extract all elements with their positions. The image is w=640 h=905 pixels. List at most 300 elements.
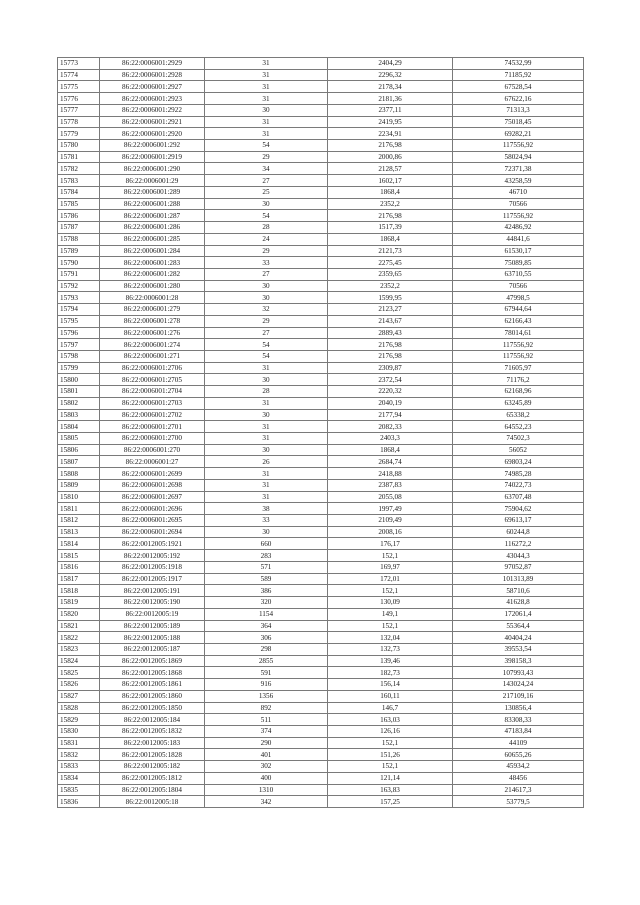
table-row (58, 526, 584, 538)
row-number-cell: 15794 (58, 304, 100, 316)
table-row (58, 104, 584, 116)
price-cell: 2123,27 (328, 304, 453, 316)
count-cell: 28 (205, 386, 328, 398)
count-cell: 54 (205, 339, 328, 351)
total-value-cell: 47183,84 (453, 725, 584, 737)
row-number-cell: 15823 (58, 643, 100, 655)
price-cell: 2684,74 (328, 456, 453, 468)
count-cell: 31 (205, 58, 328, 70)
price-cell: 132,73 (328, 643, 453, 655)
total-value-cell: 71176,2 (453, 374, 584, 386)
cadastral-number-cell: 86:22:0006001:2927 (100, 81, 205, 93)
total-value-cell: 74985,28 (453, 468, 584, 480)
table-row (58, 655, 584, 667)
count-cell: 38 (205, 503, 328, 515)
row-number-cell: 15817 (58, 573, 100, 585)
count-cell: 29 (205, 315, 328, 327)
table-row (58, 222, 584, 234)
total-value-cell: 60655,26 (453, 749, 584, 761)
cadastral-number-cell: 86:22:0006001:2697 (100, 491, 205, 503)
row-number-cell: 15831 (58, 737, 100, 749)
count-cell: 27 (205, 268, 328, 280)
row-number-cell: 15800 (58, 374, 100, 386)
cadastral-number-cell: 86:22:0012005:189 (100, 620, 205, 632)
row-number-cell: 15835 (58, 784, 100, 796)
cadastral-number-cell: 86:22:0006001:278 (100, 315, 205, 327)
count-cell: 511 (205, 714, 328, 726)
price-cell: 121,14 (328, 772, 453, 784)
count-cell: 31 (205, 69, 328, 81)
table-row (58, 737, 584, 749)
count-cell: 31 (205, 421, 328, 433)
count-cell: 31 (205, 433, 328, 445)
cadastral-number-cell: 86:22:0006001:27 (100, 456, 205, 468)
total-value-cell: 74022,73 (453, 479, 584, 491)
count-cell: 30 (205, 409, 328, 421)
price-cell: 2889,43 (328, 327, 453, 339)
count-cell: 342 (205, 796, 328, 808)
row-number-cell: 15830 (58, 725, 100, 737)
row-number-cell: 15792 (58, 280, 100, 292)
row-number-cell: 15779 (58, 128, 100, 140)
total-value-cell: 83308,33 (453, 714, 584, 726)
count-cell: 591 (205, 667, 328, 679)
cadastral-number-cell: 86:22:0006001:28 (100, 292, 205, 304)
row-number-cell: 15802 (58, 397, 100, 409)
total-value-cell: 48456 (453, 772, 584, 784)
table-row (58, 702, 584, 714)
table-row (58, 186, 584, 198)
cadastral-number-cell: 86:22:0006001:283 (100, 257, 205, 269)
cadastral-number-cell: 86:22:0006001:2700 (100, 433, 205, 445)
cadastral-number-cell: 86:22:0006001:2705 (100, 374, 205, 386)
price-cell: 146,7 (328, 702, 453, 714)
row-number-cell: 15804 (58, 421, 100, 433)
count-cell: 374 (205, 725, 328, 737)
count-cell: 54 (205, 140, 328, 152)
table-row (58, 163, 584, 175)
price-cell: 152,1 (328, 550, 453, 562)
table-row (58, 386, 584, 398)
count-cell: 892 (205, 702, 328, 714)
cadastral-number-cell: 86:22:0012005:192 (100, 550, 205, 562)
row-number-cell: 15818 (58, 585, 100, 597)
table-row (58, 772, 584, 784)
count-cell: 30 (205, 292, 328, 304)
table-row (58, 468, 584, 480)
count-cell: 30 (205, 444, 328, 456)
table-row (58, 679, 584, 691)
price-cell: 2121,73 (328, 245, 453, 257)
cadastral-number-cell: 86:22:0012005:183 (100, 737, 205, 749)
row-number-cell: 15785 (58, 198, 100, 210)
cadastral-number-cell: 86:22:0006001:270 (100, 444, 205, 456)
cadastral-number-cell: 86:22:0006001:280 (100, 280, 205, 292)
row-number-cell: 15834 (58, 772, 100, 784)
row-number-cell: 15819 (58, 597, 100, 609)
total-value-cell: 53779,5 (453, 796, 584, 808)
price-cell: 2176,98 (328, 140, 453, 152)
table-row (58, 796, 584, 808)
row-number-cell: 15780 (58, 140, 100, 152)
table-row (58, 245, 584, 257)
row-number-cell: 15836 (58, 796, 100, 808)
total-value-cell: 117556,92 (453, 350, 584, 362)
total-value-cell: 117556,92 (453, 210, 584, 222)
table-row (58, 58, 584, 70)
count-cell: 25 (205, 186, 328, 198)
row-number-cell: 15822 (58, 632, 100, 644)
total-value-cell: 71605,97 (453, 362, 584, 374)
cadastral-number-cell: 86:22:0012005:1828 (100, 749, 205, 761)
count-cell: 31 (205, 397, 328, 409)
cadastral-value-table (57, 57, 584, 808)
price-cell: 1997,49 (328, 503, 453, 515)
total-value-cell: 55364,4 (453, 620, 584, 632)
total-value-cell: 71185,92 (453, 69, 584, 81)
count-cell: 33 (205, 515, 328, 527)
total-value-cell: 75018,45 (453, 116, 584, 128)
total-value-cell: 41628,8 (453, 597, 584, 609)
count-cell: 31 (205, 468, 328, 480)
row-number-cell: 15820 (58, 608, 100, 620)
cadastral-number-cell: 86:22:0006001:287 (100, 210, 205, 222)
row-number-cell: 15803 (58, 409, 100, 421)
count-cell: 302 (205, 761, 328, 773)
cadastral-number-cell: 86:22:0012005:1921 (100, 538, 205, 550)
price-cell: 152,1 (328, 620, 453, 632)
count-cell: 30 (205, 198, 328, 210)
table-row (58, 749, 584, 761)
price-cell: 2372,54 (328, 374, 453, 386)
row-number-cell: 15827 (58, 690, 100, 702)
price-cell: 2082,33 (328, 421, 453, 433)
total-value-cell: 65338,2 (453, 409, 584, 421)
count-cell: 32 (205, 304, 328, 316)
price-cell: 149,1 (328, 608, 453, 620)
row-number-cell: 15826 (58, 679, 100, 691)
table-row (58, 69, 584, 81)
price-cell: 156,14 (328, 679, 453, 691)
total-value-cell: 117556,92 (453, 140, 584, 152)
total-value-cell: 56052 (453, 444, 584, 456)
count-cell: 31 (205, 116, 328, 128)
total-value-cell: 58710,6 (453, 585, 584, 597)
count-cell: 386 (205, 585, 328, 597)
table-row (58, 198, 584, 210)
row-number-cell: 15815 (58, 550, 100, 562)
count-cell: 30 (205, 374, 328, 386)
price-cell: 1602,17 (328, 175, 453, 187)
price-cell: 2352,2 (328, 280, 453, 292)
cadastral-number-cell: 86:22:0006001:276 (100, 327, 205, 339)
row-number-cell: 15799 (58, 362, 100, 374)
price-cell: 2143,67 (328, 315, 453, 327)
price-cell: 1517,39 (328, 222, 453, 234)
price-cell: 2008,16 (328, 526, 453, 538)
price-cell: 151,26 (328, 749, 453, 761)
cadastral-number-cell: 86:22:0006001:2702 (100, 409, 205, 421)
table-row (58, 538, 584, 550)
total-value-cell: 62166,43 (453, 315, 584, 327)
count-cell: 290 (205, 737, 328, 749)
row-number-cell: 15806 (58, 444, 100, 456)
total-value-cell: 45934,2 (453, 761, 584, 773)
cadastral-number-cell: 86:22:0006001:271 (100, 350, 205, 362)
cadastral-number-cell: 86:22:0006001:2694 (100, 526, 205, 538)
row-number-cell: 15805 (58, 433, 100, 445)
price-cell: 2040,19 (328, 397, 453, 409)
price-cell: 2109,49 (328, 515, 453, 527)
cadastral-number-cell: 86:22:0006001:2704 (100, 386, 205, 398)
cadastral-number-cell: 86:22:0012005:18 (100, 796, 205, 808)
row-number-cell: 15781 (58, 151, 100, 163)
price-cell: 2177,94 (328, 409, 453, 421)
table-row (58, 714, 584, 726)
price-cell: 182,73 (328, 667, 453, 679)
count-cell: 54 (205, 350, 328, 362)
table-row (58, 81, 584, 93)
table-row (58, 550, 584, 562)
total-value-cell: 39553,54 (453, 643, 584, 655)
row-number-cell: 15810 (58, 491, 100, 503)
total-value-cell: 143024,24 (453, 679, 584, 691)
total-value-cell: 40404,24 (453, 632, 584, 644)
price-cell: 2275,45 (328, 257, 453, 269)
total-value-cell: 70566 (453, 198, 584, 210)
table-row (58, 93, 584, 105)
table-body (58, 58, 584, 808)
total-value-cell: 63707,48 (453, 491, 584, 503)
cadastral-number-cell: 86:22:0012005:1850 (100, 702, 205, 714)
count-cell: 33 (205, 257, 328, 269)
table-row (58, 175, 584, 187)
row-number-cell: 15782 (58, 163, 100, 175)
price-cell: 130,09 (328, 597, 453, 609)
table-row (58, 409, 584, 421)
total-value-cell: 172061,4 (453, 608, 584, 620)
table-row (58, 433, 584, 445)
count-cell: 31 (205, 93, 328, 105)
cadastral-number-cell: 86:22:0006001:290 (100, 163, 205, 175)
table-row (58, 339, 584, 351)
row-number-cell: 15811 (58, 503, 100, 515)
total-value-cell: 67528,54 (453, 81, 584, 93)
cadastral-number-cell: 86:22:0006001:2922 (100, 104, 205, 116)
cadastral-number-cell: 86:22:0006001:292 (100, 140, 205, 152)
count-cell: 30 (205, 104, 328, 116)
row-number-cell: 15773 (58, 58, 100, 70)
total-value-cell: 67622,16 (453, 93, 584, 105)
total-value-cell: 75904,62 (453, 503, 584, 515)
count-cell: 24 (205, 233, 328, 245)
table-row (58, 304, 584, 316)
row-number-cell: 15825 (58, 667, 100, 679)
cadastral-number-cell: 86:22:0012005:182 (100, 761, 205, 773)
cadastral-number-cell: 86:22:0012005:188 (100, 632, 205, 644)
total-value-cell: 101313,89 (453, 573, 584, 585)
cadastral-number-cell: 86:22:0006001:2929 (100, 58, 205, 70)
cadastral-number-cell: 86:22:0006001:2695 (100, 515, 205, 527)
price-cell: 2419,95 (328, 116, 453, 128)
count-cell: 1154 (205, 608, 328, 620)
count-cell: 28 (205, 222, 328, 234)
total-value-cell: 217109,16 (453, 690, 584, 702)
total-value-cell: 58024,94 (453, 151, 584, 163)
total-value-cell: 75089,85 (453, 257, 584, 269)
row-number-cell: 15796 (58, 327, 100, 339)
row-number-cell: 15801 (58, 386, 100, 398)
table-row (58, 597, 584, 609)
cadastral-number-cell: 86:22:0012005:191 (100, 585, 205, 597)
cadastral-number-cell: 86:22:0006001:2920 (100, 128, 205, 140)
count-cell: 29 (205, 245, 328, 257)
table-row (58, 374, 584, 386)
price-cell: 2178,34 (328, 81, 453, 93)
total-value-cell: 74532,99 (453, 58, 584, 70)
row-number-cell: 15821 (58, 620, 100, 632)
total-value-cell: 62168,96 (453, 386, 584, 398)
count-cell: 26 (205, 456, 328, 468)
cadastral-number-cell: 86:22:0012005:1804 (100, 784, 205, 796)
table-row (58, 784, 584, 796)
table-row (58, 503, 584, 515)
price-cell: 2176,98 (328, 339, 453, 351)
count-cell: 31 (205, 362, 328, 374)
row-number-cell: 15777 (58, 104, 100, 116)
row-number-cell: 15775 (58, 81, 100, 93)
count-cell: 916 (205, 679, 328, 691)
price-cell: 1868,4 (328, 444, 453, 456)
total-value-cell: 214617,3 (453, 784, 584, 796)
count-cell: 589 (205, 573, 328, 585)
cadastral-number-cell: 86:22:0012005:184 (100, 714, 205, 726)
table-row (58, 280, 584, 292)
row-number-cell: 15814 (58, 538, 100, 550)
price-cell: 169,97 (328, 561, 453, 573)
price-cell: 1868,4 (328, 233, 453, 245)
count-cell: 31 (205, 479, 328, 491)
row-number-cell: 15824 (58, 655, 100, 667)
total-value-cell: 61530,17 (453, 245, 584, 257)
price-cell: 176,17 (328, 538, 453, 550)
price-cell: 152,1 (328, 585, 453, 597)
count-cell: 31 (205, 81, 328, 93)
price-cell: 1599,95 (328, 292, 453, 304)
price-cell: 2176,98 (328, 210, 453, 222)
count-cell: 1356 (205, 690, 328, 702)
price-cell: 2359,65 (328, 268, 453, 280)
price-cell: 2377,11 (328, 104, 453, 116)
count-cell: 320 (205, 597, 328, 609)
table-row (58, 585, 584, 597)
table-row (58, 620, 584, 632)
cadastral-number-cell: 86:22:0012005:1869 (100, 655, 205, 667)
cadastral-number-cell: 86:22:0006001:274 (100, 339, 205, 351)
count-cell: 27 (205, 327, 328, 339)
table-row (58, 456, 584, 468)
total-value-cell: 60244,8 (453, 526, 584, 538)
price-cell: 163,03 (328, 714, 453, 726)
table-row (58, 151, 584, 163)
total-value-cell: 63245,89 (453, 397, 584, 409)
price-cell: 163,83 (328, 784, 453, 796)
row-number-cell: 15795 (58, 315, 100, 327)
row-number-cell: 15816 (58, 561, 100, 573)
count-cell: 401 (205, 749, 328, 761)
table-row (58, 233, 584, 245)
table-row (58, 327, 584, 339)
count-cell: 2855 (205, 655, 328, 667)
cadastral-number-cell: 86:22:0006001:285 (100, 233, 205, 245)
row-number-cell: 15793 (58, 292, 100, 304)
table-row (58, 667, 584, 679)
price-cell: 2176,98 (328, 350, 453, 362)
row-number-cell: 15788 (58, 233, 100, 245)
row-number-cell: 15832 (58, 749, 100, 761)
table-row (58, 561, 584, 573)
total-value-cell: 64552,23 (453, 421, 584, 433)
cadastral-number-cell: 86:22:0006001:2703 (100, 397, 205, 409)
table-row (58, 479, 584, 491)
total-value-cell: 107993,43 (453, 667, 584, 679)
row-number-cell: 15829 (58, 714, 100, 726)
row-number-cell: 15790 (58, 257, 100, 269)
table-row (58, 128, 584, 140)
count-cell: 306 (205, 632, 328, 644)
table-row (58, 444, 584, 456)
cadastral-number-cell: 86:22:0006001:279 (100, 304, 205, 316)
total-value-cell: 67944,64 (453, 304, 584, 316)
count-cell: 298 (205, 643, 328, 655)
cadastral-number-cell: 86:22:0006001:288 (100, 198, 205, 210)
table-row (58, 210, 584, 222)
table-row (58, 608, 584, 620)
price-cell: 1868,4 (328, 186, 453, 198)
count-cell: 54 (205, 210, 328, 222)
price-cell: 157,25 (328, 796, 453, 808)
table-row (58, 397, 584, 409)
count-cell: 29 (205, 151, 328, 163)
count-cell: 571 (205, 561, 328, 573)
table-row (58, 515, 584, 527)
total-value-cell: 78014,61 (453, 327, 584, 339)
count-cell: 31 (205, 491, 328, 503)
cadastral-number-cell: 86:22:0006001:2698 (100, 479, 205, 491)
table-row (58, 292, 584, 304)
cadastral-number-cell: 86:22:0012005:1918 (100, 561, 205, 573)
price-cell: 172,01 (328, 573, 453, 585)
table-row (58, 573, 584, 585)
row-number-cell: 15789 (58, 245, 100, 257)
total-value-cell: 72371,38 (453, 163, 584, 175)
price-cell: 2220,32 (328, 386, 453, 398)
cadastral-number-cell: 86:22:0012005:1832 (100, 725, 205, 737)
count-cell: 283 (205, 550, 328, 562)
row-number-cell: 15807 (58, 456, 100, 468)
table-row (58, 761, 584, 773)
table-row (58, 725, 584, 737)
cadastral-number-cell: 86:22:0012005:1868 (100, 667, 205, 679)
table-row (58, 643, 584, 655)
total-value-cell: 71313,3 (453, 104, 584, 116)
total-value-cell: 69803,24 (453, 456, 584, 468)
count-cell: 27 (205, 175, 328, 187)
row-number-cell: 15828 (58, 702, 100, 714)
count-cell: 31 (205, 128, 328, 140)
table-row (58, 491, 584, 503)
price-cell: 132,04 (328, 632, 453, 644)
